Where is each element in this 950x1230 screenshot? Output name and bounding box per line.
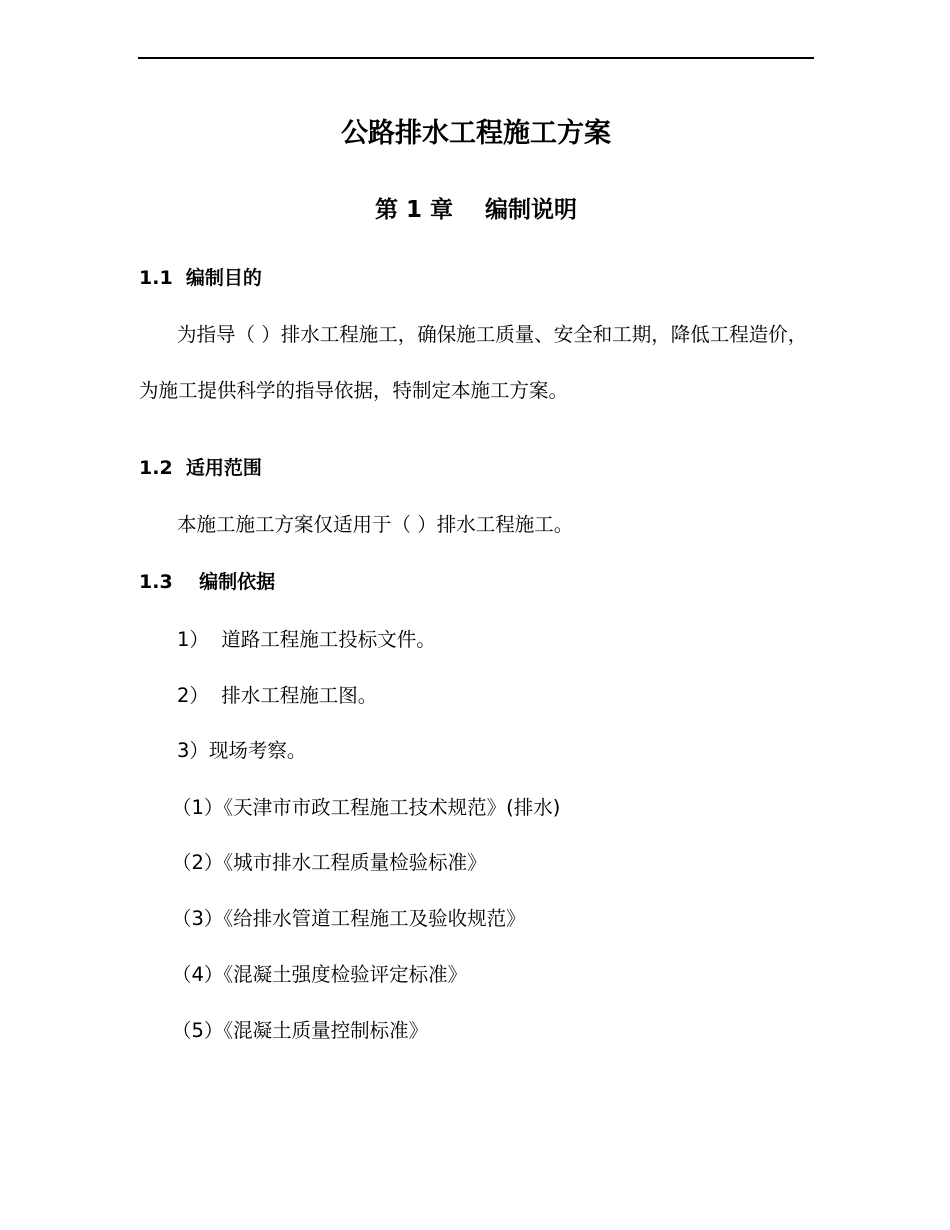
list-item: 3）现场考察。	[177, 739, 307, 762]
section-heading-1-3: 1.3 编制依据	[139, 571, 276, 593]
header-rule	[138, 57, 814, 59]
reference-item: （3）《给排水管道工程施工及验收规范》	[172, 907, 526, 930]
reference-item: （4）《混凝土强度检验评定标准》	[172, 963, 468, 986]
section-heading-1-1: 1.1 编制目的	[139, 267, 262, 289]
section-body-1-2: 本施工施工方案仅适用于（ ）排水工程施工。	[177, 513, 574, 536]
reference-item: （2）《城市排水工程质量检验标准》	[172, 851, 487, 874]
chapter-title: 第 1 章 编制说明	[374, 197, 578, 223]
document-title: 公路排水工程施工方案	[341, 118, 611, 149]
section-heading-1-2: 1.2 适用范围	[139, 457, 262, 479]
section-body-1-1: 为指导（ ）排水工程施工，确保施工质量、安全和工期，降低工程造价，为施工提供科学的指导依据，特制定本施工方案。	[139, 323, 808, 402]
reference-item: （1）《天津市市政工程施工技术规范》(排水)	[172, 796, 561, 819]
reference-item: （5）《混凝土质量控制标准》	[172, 1019, 429, 1042]
list-item: 1） 道路工程施工投标文件。	[177, 628, 436, 651]
list-item: 2） 排水工程施工图。	[177, 684, 378, 707]
